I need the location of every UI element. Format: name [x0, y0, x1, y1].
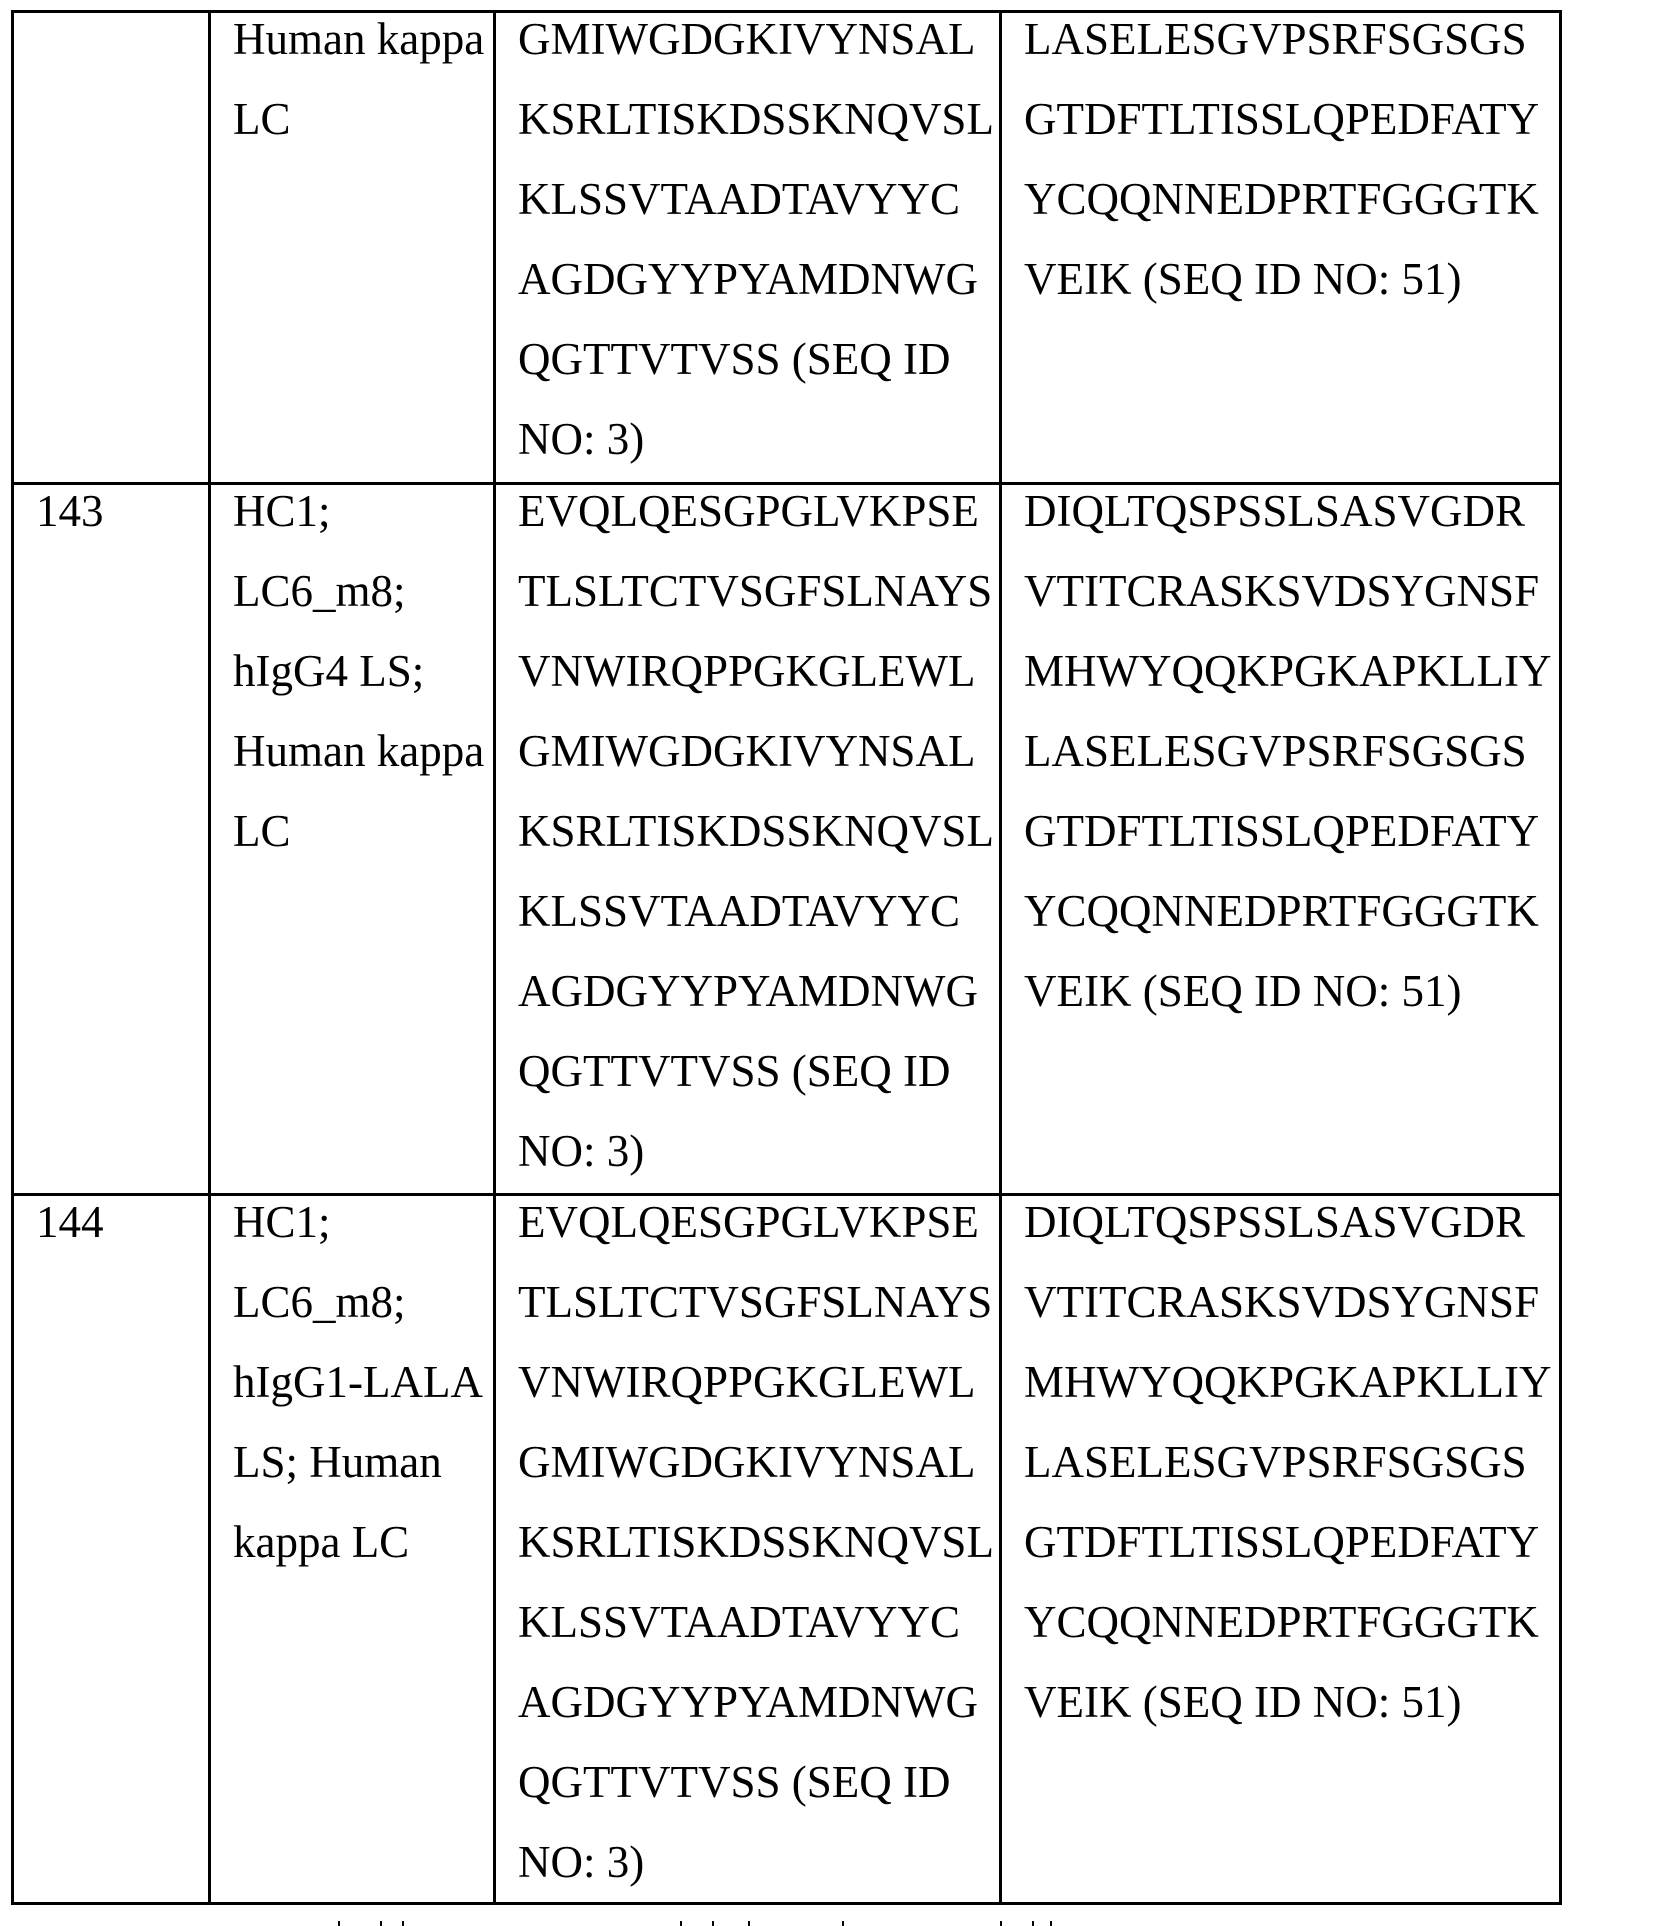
table-row: [13, 1195, 1561, 1904]
light-chain-line: VTITCRASKSVDSYGNSF: [1024, 1277, 1540, 1327]
description-cell: [210, 1195, 495, 1904]
light-chain-line: VEIK (SEQ ID NO: 51): [1024, 966, 1462, 1016]
heavy-chain-line: QGTTVTVSS (SEQ ID: [518, 1757, 951, 1807]
heavy-chain-line: NO: 3): [518, 1837, 645, 1887]
light-chain-cell: [1001, 1195, 1561, 1904]
light-chain-line: YCQQNNEDPRTFGGGTK: [1024, 1597, 1539, 1647]
heavy-chain-line: KSRLTISKDSSKNQVSL: [518, 806, 994, 856]
antibody-id: 143: [36, 486, 104, 536]
description-cell: [210, 12, 495, 484]
description-line: hIgG4 LS;: [233, 646, 425, 696]
cutoff-text-fragment: [0, 1921, 1672, 1926]
description-line: LC6_m8;: [233, 1277, 406, 1327]
light-chain-line: DIQLTQSPSSLSASVGDR: [1024, 486, 1525, 536]
light-chain-line: MHWYQQKPGKAPKLLIY: [1024, 1357, 1552, 1407]
heavy-chain-line: GMIWGDGKIVYNSAL: [518, 726, 976, 776]
light-chain-line: MHWYQQKPGKAPKLLIY: [1024, 646, 1552, 696]
description-line: LS; Human: [233, 1437, 442, 1487]
heavy-chain-line: EVQLQESGPGLVKPSE: [518, 1197, 979, 1247]
light-chain-line: LASELESGVPSRFSGSGS: [1024, 726, 1527, 776]
light-chain-line: YCQQNNEDPRTFGGGTK: [1024, 886, 1539, 936]
light-chain-line: GTDFTLTISSLQPEDFATY: [1024, 94, 1540, 144]
light-chain-line: VEIK (SEQ ID NO: 51): [1024, 254, 1462, 304]
description-line: hIgG1-LALA: [233, 1357, 483, 1407]
heavy-chain-line: VNWIRQPPGKGLEWL: [518, 1357, 976, 1407]
light-chain-line: DIQLTQSPSSLSASVGDR: [1024, 1197, 1525, 1247]
antibody-id-cell: [13, 12, 210, 484]
description-line: HC1;: [233, 486, 331, 536]
light-chain-line: YCQQNNEDPRTFGGGTK: [1024, 174, 1539, 224]
light-chain-line: LASELESGVPSRFSGSGS: [1024, 1437, 1527, 1487]
heavy-chain-line: GMIWGDGKIVYNSAL: [518, 14, 976, 64]
description-line: Human kappa: [233, 14, 485, 64]
description-line: kappa LC: [233, 1517, 410, 1567]
table-row: [13, 484, 1561, 1195]
heavy-chain-cell: [495, 12, 1001, 484]
description-line: HC1;: [233, 1197, 331, 1247]
description-line: Human kappa: [233, 726, 485, 776]
sequence-table: [11, 10, 1562, 1905]
light-chain-cell: [1001, 484, 1561, 1195]
light-chain-line: GTDFTLTISSLQPEDFATY: [1024, 1517, 1540, 1567]
heavy-chain-line: VNWIRQPPGKGLEWL: [518, 646, 976, 696]
heavy-chain-line: QGTTVTVSS (SEQ ID: [518, 1046, 951, 1096]
heavy-chain-line: KLSSVTAADTAVYYC: [518, 174, 961, 224]
heavy-chain-line: KLSSVTAADTAVYYC: [518, 886, 961, 936]
heavy-chain-line: EVQLQESGPGLVKPSE: [518, 486, 979, 536]
heavy-chain-line: QGTTVTVSS (SEQ ID: [518, 334, 951, 384]
antibody-id-cell: [13, 484, 210, 1195]
light-chain-cell: [1001, 12, 1561, 484]
heavy-chain-line: AGDGYYPYAMDNWG: [518, 1677, 978, 1727]
heavy-chain-line: TLSLTCTVSGFSLNAYS: [518, 566, 993, 616]
description-cell: [210, 484, 495, 1195]
light-chain-line: VEIK (SEQ ID NO: 51): [1024, 1677, 1462, 1727]
light-chain-line: VTITCRASKSVDSYGNSF: [1024, 566, 1540, 616]
antibody-id-cell: [13, 1195, 210, 1904]
heavy-chain-cell: [495, 1195, 1001, 1904]
heavy-chain-line: KSRLTISKDSSKNQVSL: [518, 1517, 994, 1567]
heavy-chain-line: NO: 3): [518, 414, 645, 464]
table-row: [13, 12, 1561, 484]
heavy-chain-cell: [495, 484, 1001, 1195]
heavy-chain-line: GMIWGDGKIVYNSAL: [518, 1437, 976, 1487]
antibody-id: 144: [36, 1197, 104, 1247]
heavy-chain-line: NO: 3): [518, 1126, 645, 1176]
light-chain-line: GTDFTLTISSLQPEDFATY: [1024, 806, 1540, 856]
heavy-chain-line: TLSLTCTVSGFSLNAYS: [518, 1277, 993, 1327]
heavy-chain-line: AGDGYYPYAMDNWG: [518, 966, 978, 1016]
heavy-chain-line: KSRLTISKDSSKNQVSL: [518, 94, 994, 144]
heavy-chain-line: KLSSVTAADTAVYYC: [518, 1597, 961, 1647]
heavy-chain-line: AGDGYYPYAMDNWG: [518, 254, 978, 304]
description-line: LC: [233, 94, 291, 144]
light-chain-line: LASELESGVPSRFSGSGS: [1024, 14, 1527, 64]
description-line: LC6_m8;: [233, 566, 406, 616]
description-line: LC: [233, 806, 291, 856]
